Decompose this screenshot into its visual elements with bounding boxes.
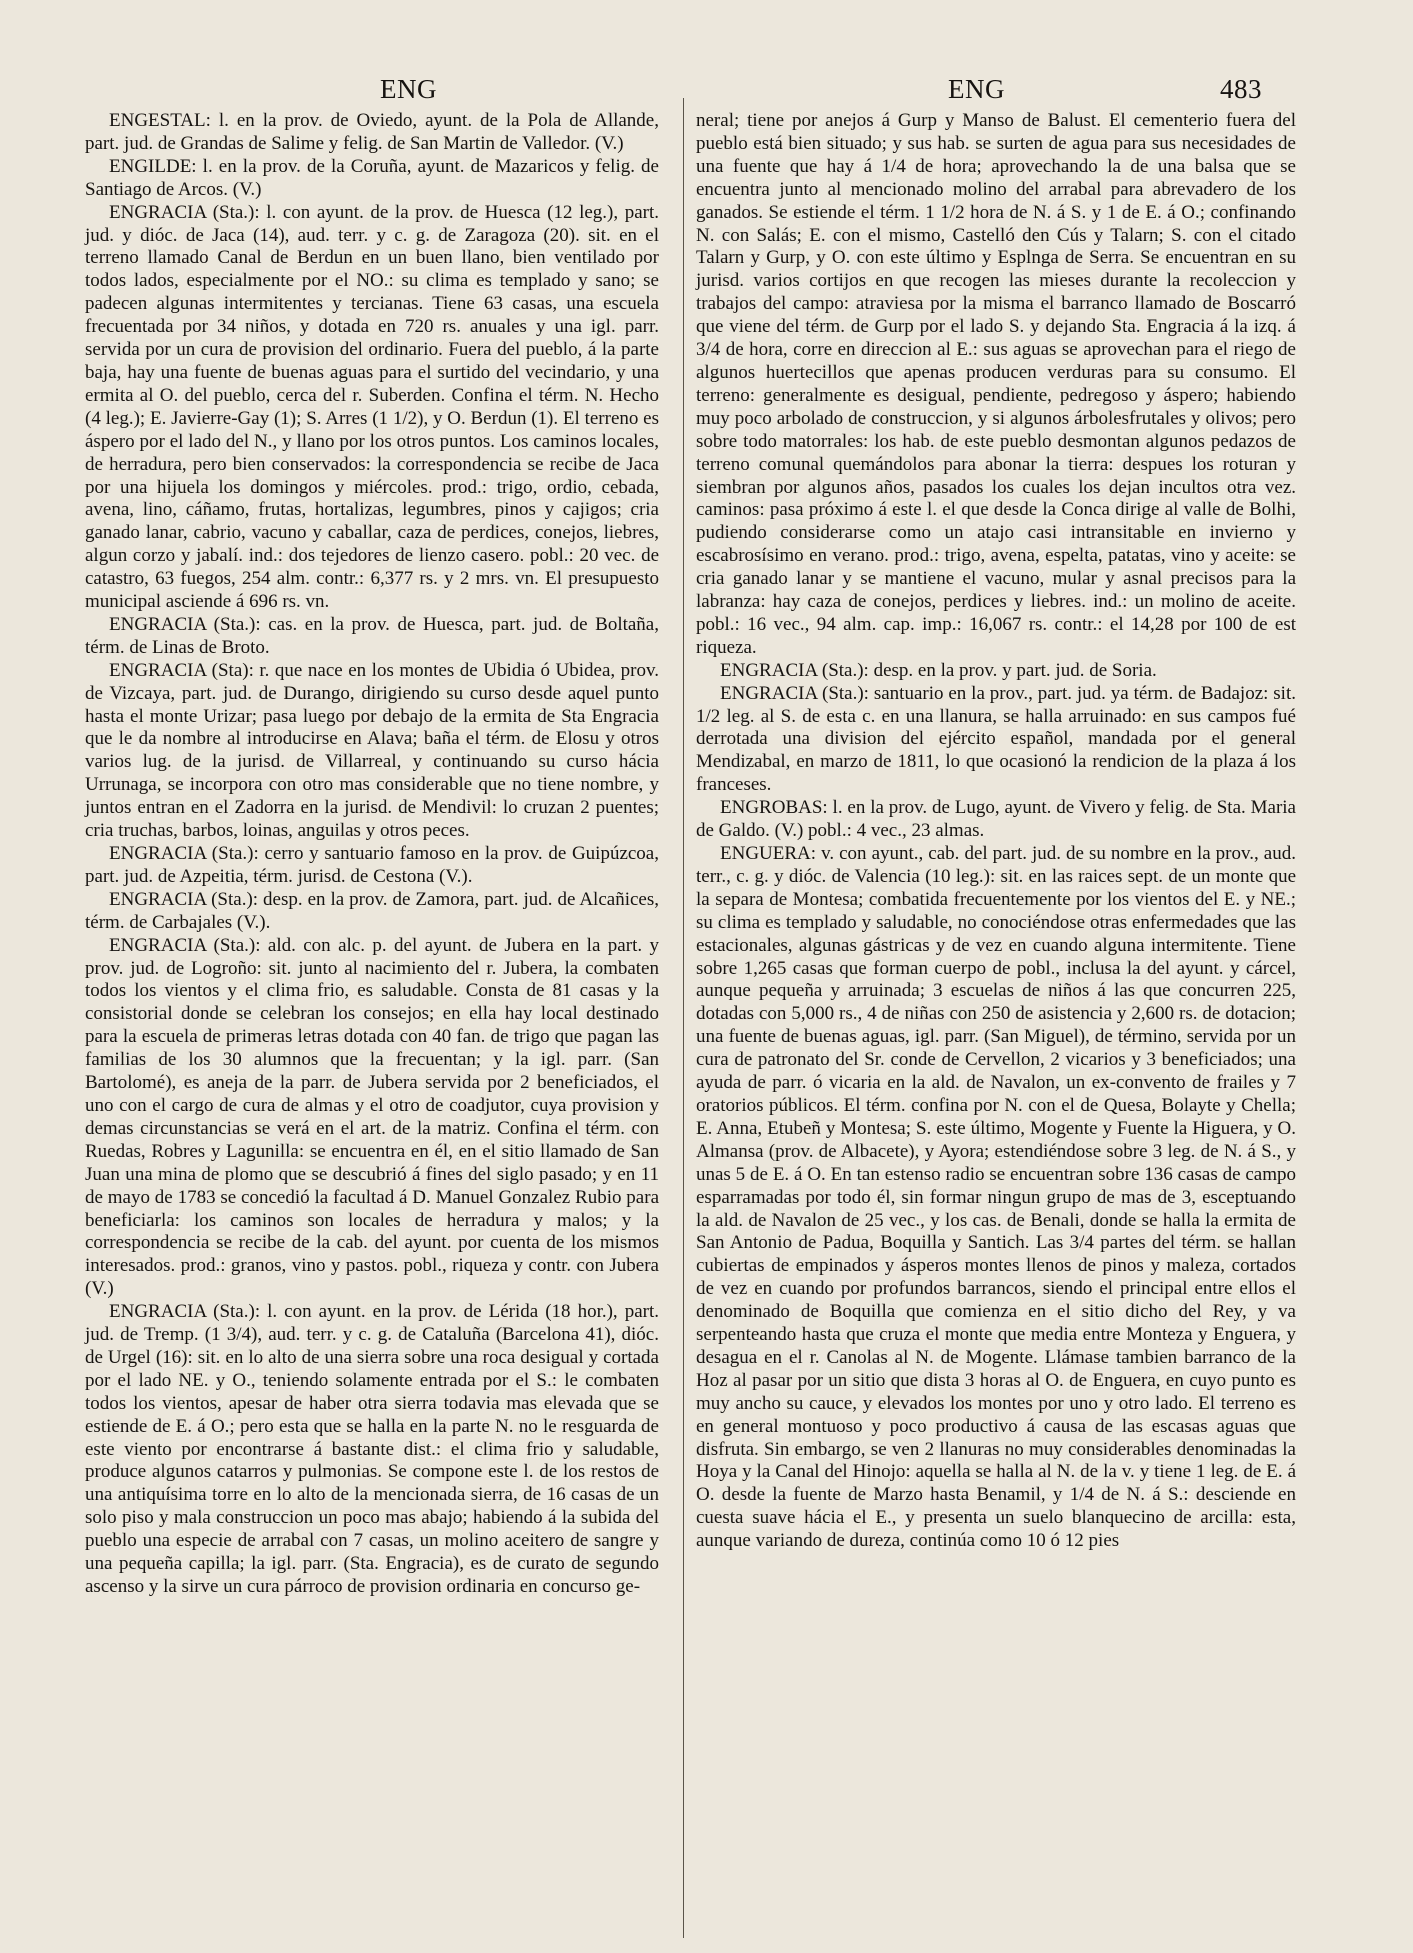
right-column (696, 110, 1296, 1553)
entry-engracia-lerida: ENGRACIA (Sta.): l. con ayunt. en la prov. de Lérida (18 hor.), part. jud. de Tremp. (1 3/4), aud. terr. y c. g. de Cataluña (Barcelona 41), dióc. de Urgel (16): sit. en lo alto de una sierra sobre una roca desigual y cortada por el lado NE. y O., teniendo solamente entrada por el S.: le combaten todos los vientos, apesar de haber otra sierra todavia mas elevada que se estiende de E. á O.; pero esta que se halla en la parte N. no le resguarda de este viento por encontrarse á bastante dist.: el clima frio y saludable, produce algunos catarros y pulmonias. Se compone este l. de los restos de una antiquísima torre en lo alto de la mencionada sierra, de 16 casas de un solo piso y mala construccion un poco mas abajo; habiendo á la subida del pueblo una especie de arrabal con 7 casas, un molino aceitero de sangre y una pequeña capilla; la igl. parr. (Sta. Engracia), es de curato de segundo ascenso y la sirve un cura párroco de provision ordinaria en concurso ge- (85, 1301, 659, 1597)
entry-engracia-zamora: ENGRACIA (Sta.): desp. en la prov. de Zamora, part. jud. de Alcañices, térm. de Carbajales (V.). (85, 888, 659, 933)
page-number: 483 (1220, 74, 1262, 104)
entry-engracia-huesca: ENGRACIA (Sta.): l. con ayunt. de la prov. de Huesca (12 leg.), part. jud. y dióc. de Jaca (14), aud. terr. y c. g. de Zaragoza (20). sit. en el terreno llamado Canal de Berdun en un buen llano, bien ventilado por todos lados, especialmente por el NO.: su clima es templado y sano; se padecen algunas intermitentes y tercianas. Tiene 63 casas, una escuela frecuentada por 34 niños, y dotada en 720 rs. anuales y una igl. parr. servida por un cura de provision del ordinario. Fuera del pueblo, á la parte baja, hay una fuente de buenas aguas para el surtido del vecindario, y una ermita al O. del pueblo, cerca del r. Suberden. Confina el térm. N. Hecho (4 leg.); E. Javierre-Gay (1); S. Arres (1 1/2), y O. Berdun (1). El terreno es áspero por el lado del N., y llano por los otros puntos. Los caminos locales, de herradura, pero bien conservados: la correspondencia se recibe de Jaca por una hijuela los domingos y miércoles. prod.: trigo, ordio, cebada, avena, lino, cáñamo, frutas, hortalizas, legumbres, pinos y cajigos; cria ganado lanar, cabrio, vacuno y caballar, caza de perdices, conejos, liebres, algun corzo y jabalí. ind.: dos tejedores de lienzo casero. pobl.: 20 vec. de catastro, 63 fuegos, 254 alm. contr.: 6,377 rs. y 2 mrs. vn. El presupuesto municipal asciende á 696 rs. vn. (85, 201, 659, 613)
entry-engracia-boltana: ENGRACIA (Sta.): cas. en la prov. de Huesca, part. jud. de Boltaña, térm. de Linas de Broto. (85, 613, 659, 658)
entry-engracia-lerida-continued: neral; tiene por anejos á Gurp y Manso de Balust. El cementerio fuera del pueblo está bien situado; y sus hab. se surten de agua para sus necesidades de una fuente que hay á 1/4 de hora; aprovechando la de una balsa que se encuentra junto al mencionado molino del arrabal para abrevadero de los ganados. Se estiende el térm. 1 1/2 hora de N. á S. y 1 de E. á O.; confinando N. con Salás; E. con el mismo, Castelló den Cús y Talarn; S. con el citado Talarn y Gurp, y O. con este último y Esplnga de Serra. Se encuentran en su jurisd. varios cortijos en que recogen las mieses durante la recoleccion y trabajos del campo: atraviesa por la misma el barranco llamado de Boscarró que viene del térm. de Gurp por el lado S. y dejando Sta. Engracia á la izq. á 3/4 de hora, corre en direccion al E.: sus aguas se aprovechan para el riego de algunos huertecillos que apenas producen verduras para su consumo. El terreno: generalmente es desigual, pendiente, pedregoso y áspero; habiendo muy poco arbolado de construccion, y si algunos árbolesfrutales y olivos; pero sobre todo matorrales: los hab. de este pueblo desmontan algunos pedazos de terreno comunal quemándolos para abonar la tierra: despues los roturan y siembran por algunos años, pasados los cuales los dejan incultos otra vez. caminos: pasa próximo á este l. el que desde la Conca dirige al valle de Bolhi, pudiendo considerarse como un atajo casi intransitable en invierno y escabrosísimo en verano. prod.: trigo, avena, espelta, patatas, vino y aceite: se cria ganado lanar y se mantiene el vacuno, mular y asnal precisos para la labranza: hay caza de conejos, perdices y liebres. ind.: un molino de aceite. pobl.: 16 vec., 94 alm. cap. imp.: 16,067 rs. contr.: el 14,28 por 100 de est riqueza. (696, 110, 1296, 658)
entry-engilde: ENGILDE: l. en la prov. de la Coruña, ayunt. de Mazaricos y felig. de Santiago de Arcos. (V.) (85, 155, 659, 200)
left-column (85, 110, 659, 1599)
running-head-right: ENG (948, 74, 1005, 104)
entry-engracia-guipuzcoa: ENGRACIA (Sta.): cerro y santuario famoso en la prov. de Guipúzcoa, part. jud. de Azpeitia, térm. jurisd. de Cestona (V.). (85, 843, 659, 887)
entry-enguera: ENGUERA: v. con ayunt., cab. del part. jud. de su nombre en la prov., aud. terr., c. g. y dióc. de Valencia (10 leg.): sit. en las raices sept. de un monte que la separa de Montesa; combatida frecuentemente por los vientos del E. y NE.; su clima es templado y saludable, no conociéndose otras enfermedades que las estacionales, algunas gástricas y de vez en cuando alguna intermitente. Tiene sobre 1,265 casas que forman cuerpo de pobl., inclusa la del ayunt. y cárcel, aunque pequeña y arruinada; 3 escuelas de niños á las que concurren 225, dotadas con 5,000 rs., 4 de niñas con 250 de asistencia y 2,600 rs. de dotacion; una fuente de buenas aguas, igl. parr. (San Miguel), de término, servida por un cura de patronato del Sr. conde de Cervellon, 2 vicarios y 3 beneficiados; una ayuda de parr. ó vicaria en la ald. de Navalon, un ex-convento de frailes y 7 oratorios públicos. El térm. confina por N. con el de Quesa, Bolayte y Chella; E. Anna, Etubeñ y Montesa; S. este último, Mogente y Fuente la Higuera, y O. Almansa (prov. de Albacete), y Ayora; estendiéndose sobre 3 leg. de N. á S., y unas 5 de E. á O. En tan estenso radio se encuentran sobre 136 casas de campo esparramadas por todo él, sin formar ningun grupo de mas de 3, esceptuando la ald. de Navalon de 25 vec., y los cas. de Benali, donde se halla la ermita de San Antonio de Padua, Boquilla y Santich. Las 3/4 partes del térm. se hallan cubiertas de empinados y ásperos montes llenos de pinos y maleza, cortados de vez en cuando por profundos barrancos, siendo el principal entre ellos el denominado de Boquilla que comienza en el sitio dicho del Rey, y va serpenteando hasta que cruza el monte que media entre Monteza y Enguera, y desagua en el r. Canolas al N. de Mogente. Llámase tambien barranco de la Hoz al pasar por un sitio que dista 3 horas al O. de Enguera, en cuyo punto es muy ancho su cauce, y elevados los montes por uno y otro lado. El terreno es en general montuoso y poco productivo á causa de las escasas aguas que disfruta. Sin embargo, se ven 2 llanuras no muy considerables denominadas la Hoya y la Canal del Hinojo: aquella se halla al N. de la v. y tiene 1 leg. de E. á O. desde la fuente de Marzo hasta Benamil, y 1/4 de N. á S.: desciende en cuesta suave hácia el E., y presenta un suelo blanquecino de arcilla: esta, aunque variando de dureza, continúa como 10 ó 12 pies (696, 843, 1296, 1552)
running-head-left: ENG (380, 74, 437, 104)
column-divider (683, 98, 684, 1938)
entry-engracia-badajoz: ENGRACIA (Sta.): santuario en la prov., part. jud. ya térm. de Badajoz: sit. 1/2 leg. al S. de esta c. en una llanura, se halla arruinado: en sus campos fué derrotada una division del ejército español, mandada por el general Mendizabal, en marzo de 1811, lo que ocasionó la rendicion de la plaza á los franceses. (696, 682, 1296, 796)
entry-engracia-logrono: ENGRACIA (Sta.): ald. con alc. p. del ayunt. de Jubera en la part. y prov. jud. de Logroño: sit. junto al nacimiento del r. Jubera, la combaten todos los vientos y el clima frio, es saludable. Consta de 81 casas y la consistorial donde se celebran los consejos; en ella hay local destinado para la escuela de primeras letras dotada con 40 fan. de trigo que pagan las familias de los 30 alumnos que la frecuentan; y la igl. parr. (San Bartolomé), es aneja de la parr. de Jubera servida por 2 beneficiados, el uno con el cargo de cura de almas y el otro de coadjutor, cuya provision y demas circunstancias se verá en el art. de la matriz. Confina el térm. con Ruedas, Robres y Lagunilla: se encuentra en él, en el sitio llamado de San Juan una mina de plomo que se descubrió á fines del siglo pasado; y en 11 de mayo de 1783 se concedió la facultad á D. Manuel Gonzalez Rubio para beneficiarla: los caminos son locales de herradura y malos; y la correspondencia se recibe de la cab. del ayunt. por cuenta de los mismos interesados. prod.: granos, vino y pastos. pobl., riqueza y contr. con Jubera (V.) (85, 934, 659, 1300)
entry-engracia-soria: ENGRACIA (Sta.): desp. en la prov. y part. jud. de Soria. (720, 659, 1157, 681)
entry-engracia-rio: ENGRACIA (Sta): r. que nace en los montes de Ubidia ó Ubidea, prov. de Vizcaya, part. jud. de Durango, dirigiendo su curso desde aquel punto hasta el monte Urizar; pasa luego por debajo de la ermita de Sta Engracia que le da nombre al introducirse en Alava; baña el térm. de Elosu y otros varios lug. de la jurisd. de Villarreal, y continuando su curso hácia Urrunaga, se incorpora con otro mas considerable que no tiene nombre, y juntos entran en el Zadorra en la jurisd. de Mendivil: lo cruzan 2 puentes; cria truchas, barbos, loinas, anguilas y otros peces. (85, 659, 659, 842)
entry-engestal: ENGESTAL: l. en la prov. de Oviedo, ayunt. de la Pola de Allande, part. jud. de Grandas de Salime y felig. de San Martin de Valledor. (V.) (85, 110, 659, 154)
entry-engrobas: ENGROBAS: l. en la prov. de Lugo, ayunt. de Vivero y felig. de Sta. Maria de Galdo. (V.) pobl.: 4 vec., 23 almas. (696, 797, 1296, 842)
